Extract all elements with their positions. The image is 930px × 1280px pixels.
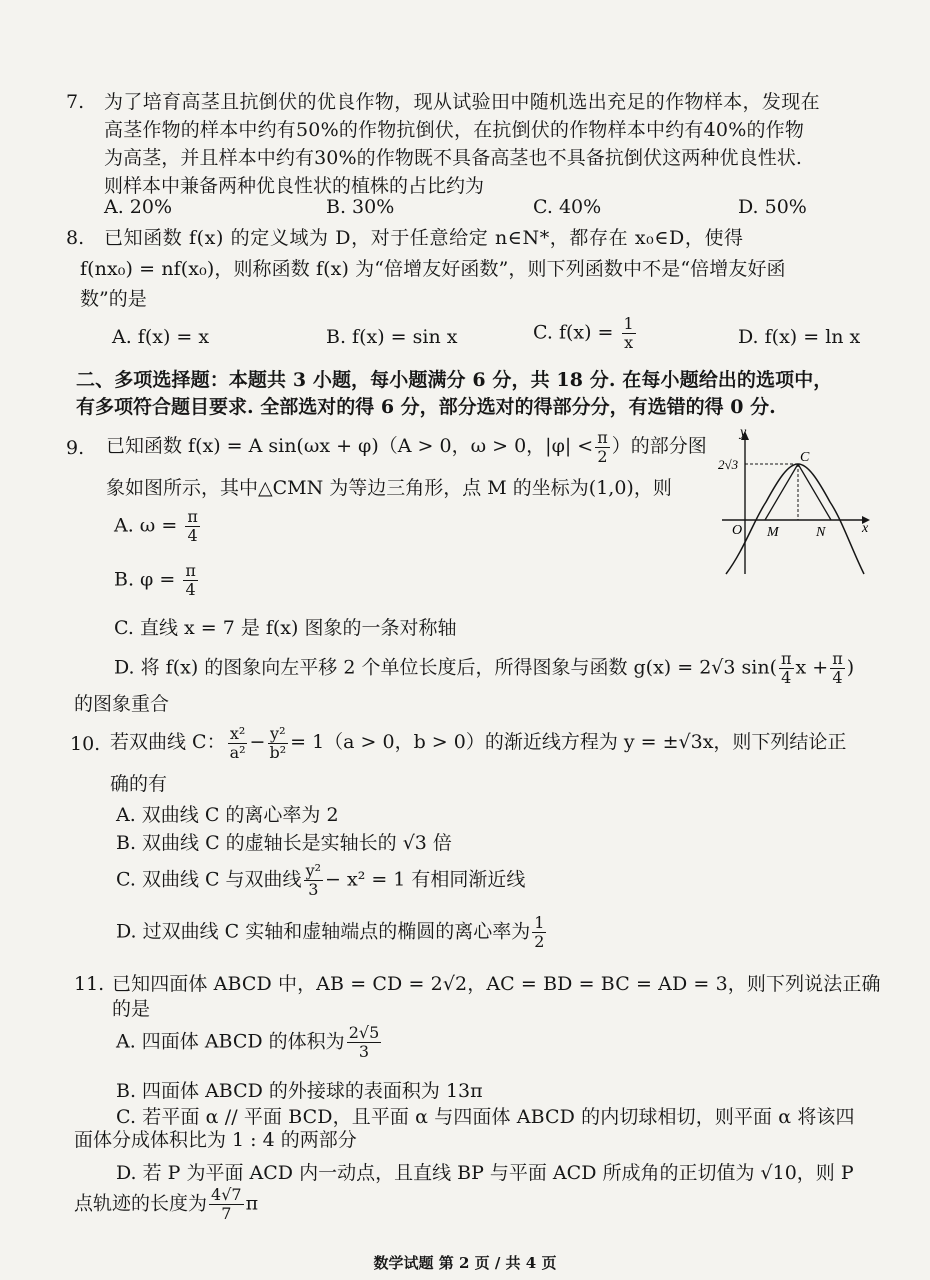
option-c [116,862,525,899]
fraction [779,650,794,687]
fraction [595,429,610,466]
text-part: 点轨迹的长度为 [74,1192,208,1215]
option-d: D. f(x) = ln x [738,326,861,348]
option-a: A. f(x) = x [112,326,210,348]
y-axis-label: y [740,425,747,440]
text-part: x + [795,656,829,679]
text-part: − x² = 1 有相同渐近线 [325,868,526,891]
text-part: = 1（a > 0，b > 0）的渐近线方程为 y = ±√3x，则下列结论正 [290,731,847,753]
fraction [532,914,546,951]
point-c-label: C [800,450,810,465]
fraction [209,1186,244,1223]
fraction-numerator: π [832,649,843,668]
option-c [533,315,638,352]
y-tick-label: 2√3 [718,457,739,472]
question-text: 确的有 [110,773,168,795]
question-number: 9. [66,437,85,459]
fraction-denominator: 2 [597,446,608,466]
fraction-numerator: y² [270,723,286,743]
question-number: 7. [66,91,85,113]
option-c: C. 若平面 α // 平面 BCD，且平面 α 与四面体 ABCD 的内切球相切，则平面 α 将该四 [116,1106,855,1128]
fraction [304,862,323,899]
option-b: B. f(x) = sin x [326,326,458,348]
fraction-denominator: 3 [308,880,319,899]
option-a [114,508,202,545]
sine-curve [726,464,864,574]
question-number: 8. [66,227,85,249]
option-a: A. 双曲线 C 的离心率为 2 [116,804,339,826]
option-b [114,562,200,599]
option-d: D. 若 P 为平面 ACD 内一动点，且直线 BP 与平面 ACD 所成角的正切值为 √10，则 P [116,1162,854,1184]
option-d [116,914,548,951]
section-title: 二、多项选择题：本题共 3 小题，每小题满分 6 分，共 18 分. 在每小题给出的选项中， [76,369,833,391]
triangle-side-cm [765,464,798,520]
fraction-denominator: 2 [534,932,545,951]
fraction-numerator: 4√7 [211,1185,242,1204]
fraction-numerator: 1 [623,314,634,333]
fraction-denominator: 4 [185,580,196,599]
question-number: 10. [70,733,101,755]
option-b: B. 双曲线 C 的虚轴长是实轴长的 √3 倍 [116,832,452,854]
fraction-denominator: 4 [187,526,198,545]
fraction [185,508,200,545]
fraction-denominator: a² [229,742,246,762]
fraction [183,562,198,599]
sine-graph [712,424,874,584]
fraction-numerator: π [187,507,198,526]
fraction-denominator: 4 [781,668,792,687]
fraction [228,725,248,762]
option-b: B. 四面体 ABCD 的外接球的表面积为 13π [116,1080,483,1102]
page-footer: 数学试题 第 2 页 / 共 4 页 [373,1254,557,1272]
option-d [114,650,854,687]
question-text: 的是 [112,998,151,1020]
question-text: f(nx₀) = nf(x₀)，则称函数 f(x) 为“倍增友好函数”，则下列函数中不是“倍增友好函 [80,258,786,280]
option-label: C. 双曲线 C 与双曲线 [116,868,302,891]
origin-label: O [732,523,743,538]
fraction-numerator: π [185,561,196,580]
option-label: C. f(x) = [533,321,614,344]
option-b: B. 30% [326,196,395,218]
fraction-numerator: 1 [534,913,545,932]
text-part: 若双曲线 C： [110,731,226,753]
fraction-denominator: 7 [221,1204,232,1223]
fraction-numerator: y² [305,861,322,880]
option-c: C. 40% [533,196,602,218]
question-text: 则样本中兼备两种优良性状的植株的占比约为 [104,175,485,197]
option-label: A. 四面体 ABCD 的体积为 [116,1030,345,1053]
text-part: 已知函数 f(x) = A sin(ωx + φ)（A > 0，ω > 0，|φ| < [106,435,594,457]
question-text: 的图象重合 [74,693,170,715]
x-axis-label: x [862,521,869,536]
fraction-numerator: π [781,649,792,668]
option-label: D. 过双曲线 C 实轴和虚轴端点的椭圆的离心率为 [116,920,531,943]
question-text [106,428,707,466]
option-c: C. 直线 x = 7 是 f(x) 图象的一条对称轴 [114,617,457,639]
option-a: A. 20% [104,196,173,218]
text-part: ) [846,656,855,679]
fraction [622,315,636,352]
section-instructions: 有多项符合题目要求. 全部选对的得 6 分，部分选对的得部分分，有选错的得 0 分. [76,396,776,418]
fraction-numerator: π [597,427,608,447]
text-part: ）的部分图 [611,435,707,457]
option-d-continued [74,1186,258,1223]
question-text: 高茎作物的样本中约有50%的作物抗倒伏，在抗倒伏的作物样本中约有40%的作物 [104,119,805,141]
option-a [116,1024,383,1061]
question-text: 象如图所示，其中△CMN 为等边三角形，点 M 的坐标为(1,0)，则 [106,477,672,499]
question-text: 已知函数 f(x) 的定义域为 D，对于任意给定 n∈N*，都存在 x₀∈D，使得 [104,227,744,249]
fraction-numerator: 2√5 [348,1023,380,1042]
text-part: − [249,731,266,753]
option-label: A. ω = [114,514,178,537]
fraction [267,725,288,762]
option-c-continued: 面体分成体积比为 1 : 4 的两部分 [74,1129,357,1151]
text-part: π [245,1192,259,1215]
fraction-denominator: 3 [358,1042,370,1061]
fraction-denominator: x [624,333,634,352]
option-d: D. 50% [738,196,807,218]
option-label: B. φ = [114,568,176,591]
question-text: 为高茎，并且样本中约有30%的作物既不具备高茎也不具备抗倒伏这两种优良性状. [104,147,803,169]
question-number: 11. [74,973,105,995]
fraction-numerator: x² [229,723,246,743]
question-text: 已知四面体 ABCD 中，AB = CD = 2√2，AC = BD = BC = AD = 3，则下列说法正确 [112,973,881,995]
fraction-denominator: b² [269,742,287,762]
point-n-label: N [816,525,826,540]
question-text: 数”的是 [80,288,147,310]
fraction-denominator: 4 [832,668,843,687]
point-m-label: M [767,525,779,540]
triangle-side-cn [798,464,831,520]
fraction [347,1024,382,1061]
question-text: 为了培育高茎且抗倒伏的优良作物，现从试验田中随机选出充足的作物样本，发现在 [104,91,820,113]
fraction [830,650,845,687]
question-text [110,720,846,764]
option-label: D. 将 f(x) 的图象向左平移 2 个单位长度后，所得图象与函数 g(x) = 2√3 sin( [114,656,777,679]
